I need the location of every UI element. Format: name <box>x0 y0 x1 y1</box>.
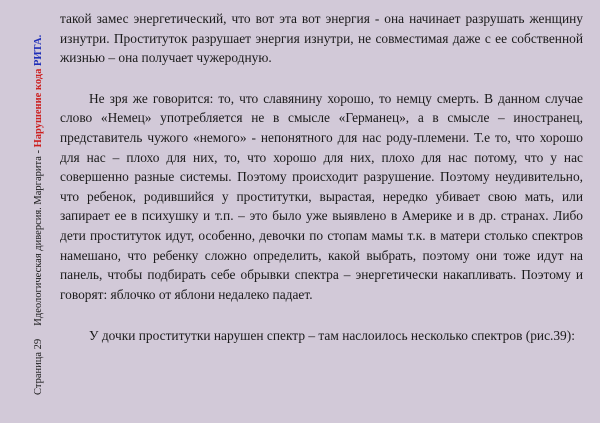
title-highlight-blue: РИТА. <box>33 34 44 67</box>
page-margin <box>0 0 60 423</box>
title-highlight-red: Нарушение кода <box>33 68 44 148</box>
paragraph-1: такой замес энергетический, что вот эта вот энергия - она начинает разрушать женщину изнутри. Проституток разрушает энергия изнутри, не совместимая даже с ее собственной жизнью – она получает чужеродную. <box>60 11 583 66</box>
document-body <box>60 9 583 346</box>
document-title: Идеологическая диверсия. Маргарита - <box>33 147 44 326</box>
paragraph-2: Не зря же говорится: то, что славянину хорошо, то немцу смерть. В данном случае слово «Немец» употребляется не в смысле «Германец», а в смысле – иностранец, представитель чужого «немого» - непонятного для нас роду-племени. Т.е то, что хорошо для нас – плохо для них, то, что хорошо для них, плохо для нас потому, что у нас совершенно разные системы. Поэтому происходит разрушение. Поэтому неудивительно, что ребенок, родившийся у проститутки, вырастая, нередко убивает свою мать, или запирает ее в психушку и т.п. – это было уже выявлено в Америке и в др. странах. Либо дети проституток идут, особенно, девочки по стопам мамы т.к. в матери столько спектров намешано, что ребенку сложно определить, какой выбрать, поэтому они тоже идут на панель, чтобы подбирать себе обрывки спектра – энергетически накапливать. Поэтому и говорят: яблочко от яблони недалеко падает. <box>60 90 583 302</box>
side-caption <box>33 35 44 395</box>
page-number: Страница 29 <box>33 338 44 395</box>
paragraph-3: У дочки проститутки нарушен спектр – там наслоилось несколько спектров (рис.39): <box>89 328 575 344</box>
